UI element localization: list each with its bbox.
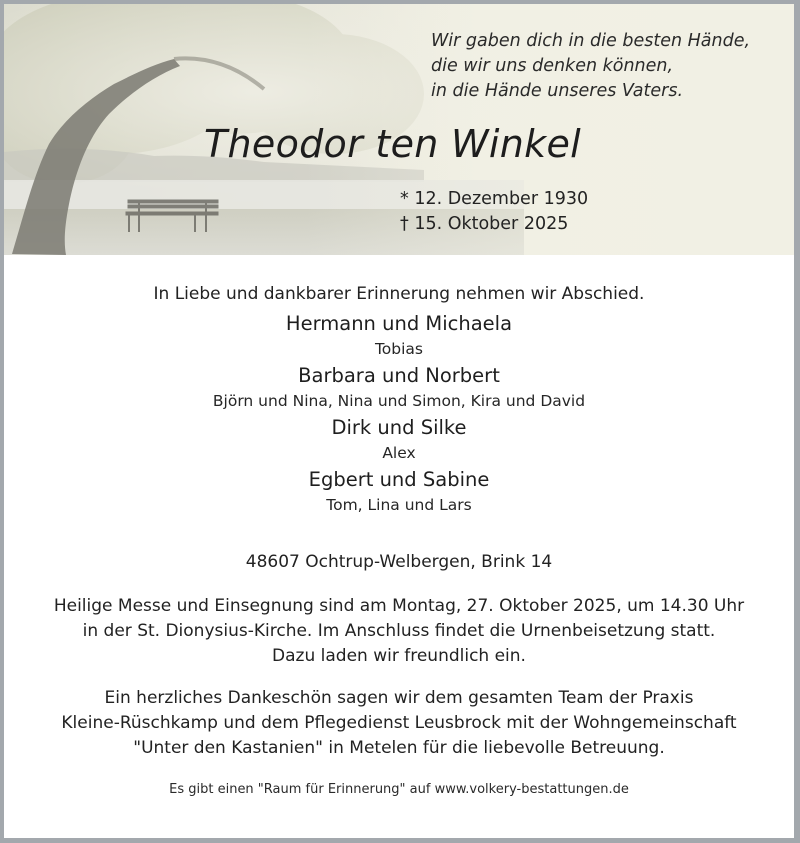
family-children: Tobias	[374, 340, 424, 358]
family-group	[4, 362, 794, 412]
quote-line: in die Hände unseres Vaters.	[431, 81, 684, 101]
service-info	[4, 594, 794, 669]
life-dates	[400, 187, 588, 237]
family-group	[4, 466, 794, 516]
service-line: Dazu laden wir freundlich ein.	[272, 646, 526, 666]
family-children: Alex	[382, 444, 416, 462]
notice-body	[4, 282, 794, 799]
obituary-notice	[4, 4, 794, 838]
thanks-line: Ein herzliches Dankeschön sagen wir dem gesamten Team der Praxis	[104, 688, 694, 708]
thanks-line: Kleine-Rüschkamp und dem Pflegedienst Leusbrock mit der Wohngemeinschaft	[61, 713, 737, 733]
thanks-line: "Unter den Kastanien" in Metelen für die liebevolle Betreuung.	[133, 738, 665, 758]
memorial-quote	[431, 29, 750, 104]
quote-line: Wir gaben dich in die besten Hände,	[431, 31, 751, 51]
family-couple: Barbara und Norbert	[298, 364, 500, 387]
service-line: in der St. Dionysius-Kirche. Im Anschluss findet die Urnenbeisetzung statt.	[82, 621, 716, 641]
death-date: † 15. Oktober 2025	[400, 214, 569, 234]
header-banner	[4, 4, 794, 255]
family-address: 48607 Ochtrup-Welbergen, Brink 14	[245, 552, 553, 572]
memorial-website-note: Es gibt einen "Raum für Erinnerung" auf www.volkery-bestattungen.de	[169, 782, 629, 797]
quote-line: die wir uns denken können,	[431, 56, 674, 76]
birth-date: * 12. Dezember 1930	[400, 189, 589, 209]
family-group	[4, 310, 794, 360]
family-group	[4, 414, 794, 464]
deceased-name: Theodor ten Winkel	[204, 122, 581, 166]
family-couple: Dirk und Silke	[331, 416, 467, 439]
family-couple: Hermann und Michaela	[285, 312, 513, 335]
intro-text: In Liebe und dankbarer Erinnerung nehmen wir Abschied.	[153, 284, 645, 304]
family-children: Tom, Lina und Lars	[326, 496, 472, 514]
family-couple: Egbert und Sabine	[308, 468, 490, 491]
family-children: Björn und Nina, Nina und Simon, Kira und David	[212, 392, 586, 410]
service-line: Heilige Messe und Einsegnung sind am Montag, 27. Oktober 2025, um 14.30 Uhr	[53, 596, 745, 616]
thanks-text	[4, 686, 794, 761]
